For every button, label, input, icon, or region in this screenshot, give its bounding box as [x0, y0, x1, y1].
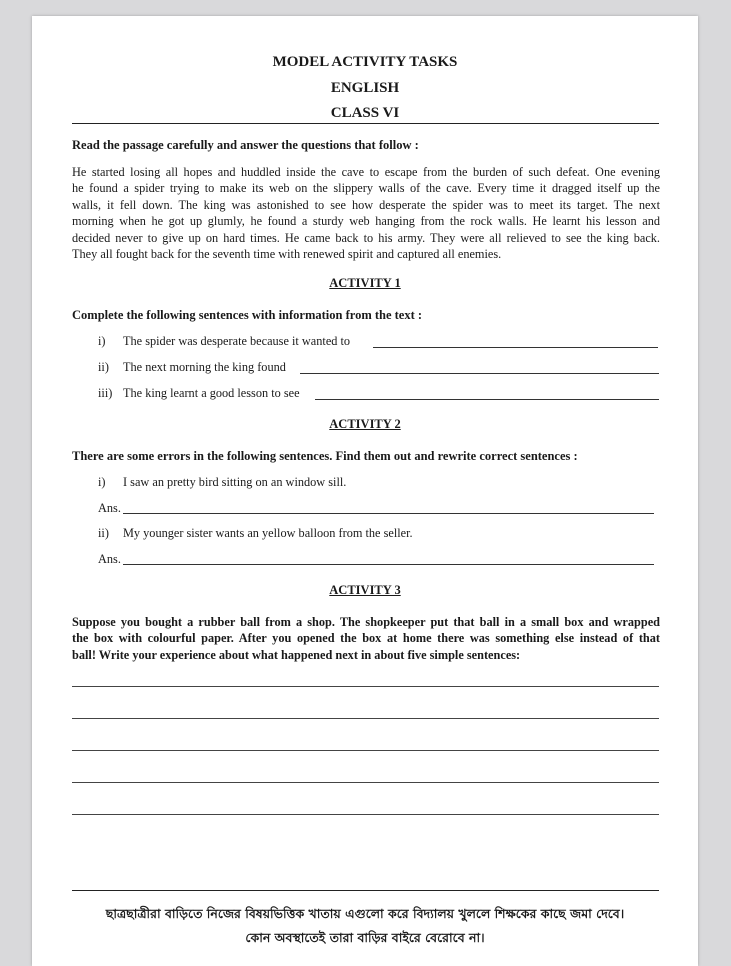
item-number: iii): [98, 386, 113, 400]
writing-line[interactable]: [72, 686, 659, 687]
activity-1-heading: ACTIVITY 1: [329, 276, 401, 290]
activity-3-heading: ACTIVITY 3: [329, 583, 401, 597]
reading-passage: [72, 164, 660, 262]
passage-line: He started losing all hopes and huddled inside the cave to escape from the burden of such defeat. One evening: [72, 165, 660, 179]
answer-line[interactable]: [123, 513, 654, 514]
activity-2-heading: ACTIVITY 2: [329, 417, 401, 431]
fill-in-sentence: The spider was desperate because it wanted to: [123, 334, 351, 348]
item-number: i): [98, 475, 106, 489]
activity-3-prompt: [72, 614, 660, 663]
item-number: ii): [98, 360, 109, 374]
prompt-line: the box with colourful paper. After you opened the box at home there was something else instead of that: [72, 631, 660, 646]
error-sentence: I saw an pretty bird sitting on an window sill.: [123, 475, 347, 489]
activity-2-instruction: There are some errors in the following sentences. Find them out and rewrite correct sentences :: [72, 449, 578, 463]
prompt-line: Suppose you bought a rubber ball from a shop. The shopkeeper put that ball in a small box and wrapped: [72, 615, 660, 629]
prompt-line: ball! Write your experience about what happened next in about five simple sentences:: [72, 647, 521, 662]
answer-label: Ans.: [98, 501, 121, 515]
footer-note-line-2: কোন অবস্থাতেই তারা বাড়ির বাইরে বেরোবে না।: [245, 930, 485, 945]
writing-line[interactable]: [72, 782, 659, 783]
answer-label: Ans.: [98, 552, 121, 566]
activity-1-instruction: Complete the following sentences with information from the text :: [72, 308, 423, 322]
worksheet-page: [32, 16, 698, 966]
answer-blank[interactable]: [315, 399, 659, 400]
answer-blank[interactable]: [300, 373, 659, 374]
worksheet-title: MODEL ACTIVITY TASKS: [272, 54, 458, 70]
writing-line[interactable]: [72, 814, 659, 815]
passage-line: morning when he got up glumly, he found a sturdy web hanging from the rock walls. He learnt his lesson and: [72, 214, 660, 229]
footer-divider: [72, 890, 659, 891]
header-divider: [72, 123, 659, 124]
fill-in-sentence: The next morning the king found: [123, 360, 286, 374]
subject-heading: ENGLISH: [330, 80, 400, 96]
answer-line[interactable]: [123, 564, 654, 565]
writing-line[interactable]: [72, 750, 659, 751]
answer-blank[interactable]: [373, 347, 658, 348]
footer-note-line-1: ছাত্রছাত্রীরা বাড়িতে নিজের বিষয়ভিত্তিক খাতায় এগুলো করে বিদ্যালয় খুললে শিক্ষকের কাছে জমা দেবে।: [105, 906, 625, 921]
item-number: i): [98, 334, 106, 348]
error-sentence: My younger sister wants an yellow balloon from the seller.: [123, 526, 413, 540]
fill-in-sentence: The king learnt a good lesson to see: [123, 386, 300, 400]
item-number: ii): [98, 526, 109, 540]
passage-instruction: Read the passage carefully and answer the questions that follow :: [72, 138, 419, 152]
passage-line: he found a spider trying to make its web on the slippery walls of the cave. Every time it dragged itself up the: [72, 181, 660, 196]
class-heading: CLASS VI: [330, 105, 400, 121]
passage-line: walls, it fell down. The king was astonished to see how desperate the spider was to meet its target. The next: [72, 197, 660, 212]
passage-line: decided never to give up on hard times. He came back to his army. They were all relieved to see the king back.: [72, 230, 660, 245]
passage-line: They all fought back for the seventh time with renewed spirit and captured all enemies.: [72, 247, 502, 262]
writing-line[interactable]: [72, 718, 659, 719]
